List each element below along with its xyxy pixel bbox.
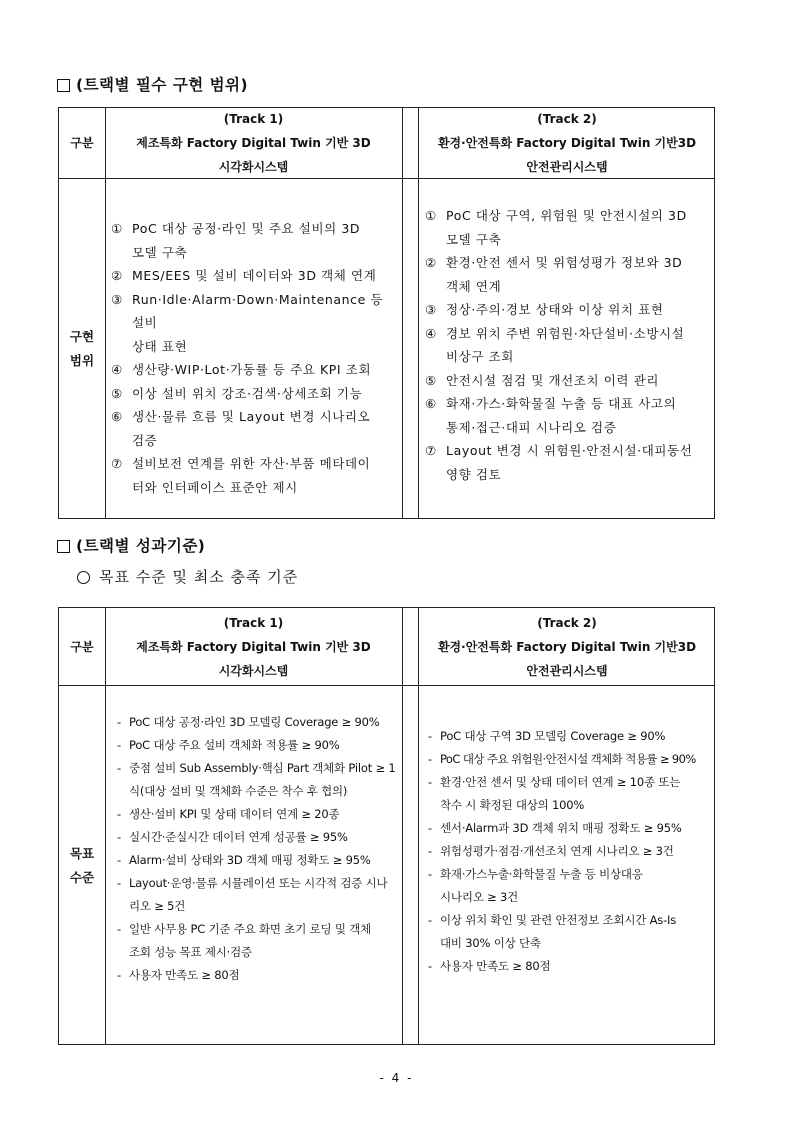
list-item: ⑥ 화재·가스·화학물질 누출 등 대표 사고의 통제·접근·대피 시나리오 검증 — [425, 396, 677, 435]
page-number: - 4 - — [379, 1071, 414, 1085]
track2-criteria-list — [428, 725, 712, 978]
list-item: ② 환경·안전 센서 및 위험성평가 정보와 3D 객체 연계 — [425, 255, 683, 294]
list-item: ③ 정상·주의·경보 상태와 이상 위치 표현 — [425, 302, 664, 317]
list-item: ④ 경보 위치 주변 위험원·차단설비·소방시설 비상구 조회 — [425, 325, 685, 364]
list-item: ⑤ 안전시설 점검 및 개선조치 이력 관리 — [425, 372, 659, 388]
list-item: - Layout·운영·물류 시뮬레이션 또는 시각적 검증 시나 리오 ≥ 5건 — [117, 876, 388, 913]
track2-header: (Track 2) 환경·안전특화 Factory Digital Twin 기반3D 안전관리시스템 — [437, 615, 697, 678]
list-item: - PoC 대상 구역 3D 모델링 Coverage ≥ 90% — [428, 729, 666, 743]
list-item: - 이상 위치 확인 및 관련 안전정보 조회시간 As-Is 대비 30% 이상 단축 — [428, 913, 677, 950]
criteria-heading: (트랙별 성과기준) — [57, 534, 205, 556]
checkbox-square-icon — [57, 79, 70, 92]
track1-scope-list — [111, 217, 399, 499]
track2-scope-list — [425, 204, 713, 486]
list-item: ① PoC 대상 구역, 위험원 및 안전시설의 3D 모델 구축 — [425, 208, 687, 247]
list-item: - 화재·가스누출·화학물질 누출 등 비상대응 시나리오 ≥ 3건 — [428, 867, 643, 904]
list-item: - 실시간·준실시간 데이터 연계 성공률 ≥ 95% — [117, 830, 348, 844]
list-item: - PoC 대상 주요 위험원·안전시설 객체화 적용률 ≥ 90% — [428, 752, 696, 766]
list-item: ⑦ Layout 변경 시 위험원·안전시설·대피동선 영향 검토 — [425, 443, 693, 482]
track2-header: (Track 2) 환경·안전특화 Factory Digital Twin 기반3D 안전관리시스템 — [437, 112, 697, 174]
list-item: ⑥ 생산·물류 흐름 및 Layout 변경 시나리오 검증 — [111, 409, 371, 448]
list-item: - 중점 설비 Sub Assembly·핵심 Part 객체화 Pilot ≥ 1 식(대상 설비 및 객체화 수준은 착수 후 협의) — [117, 761, 396, 798]
criteria-table — [58, 607, 715, 1045]
col-header-category: 구분 — [70, 136, 94, 150]
track1-header: (Track 1) 제조특화 Factory Digital Twin 기반 3D 시각화시스템 — [136, 112, 371, 174]
row-label-scope: 구현 범위 — [69, 329, 95, 368]
scope-heading: (트랙별 필수 구현 범위) — [57, 73, 248, 95]
list-item: ① PoC 대상 공정·라인 및 주요 설비의 3D 모델 구축 — [111, 221, 361, 260]
list-item: - 환경·안전 센서 및 상태 데이터 연계 ≥ 10종 또는 착수 시 확정된 대상의 100% — [428, 775, 681, 812]
list-item: - 일반 사무용 PC 기준 주요 화면 초기 로딩 및 객체 조회 성능 목표 제시·검증 — [117, 922, 372, 959]
list-item: ③ Run·Idle·Alarm·Down·Maintenance 등 설비 상태 표현 — [111, 291, 384, 354]
list-item: - Alarm·설비 상태와 3D 객체 매핑 정확도 ≥ 95% — [117, 853, 371, 867]
scope-table — [58, 107, 715, 519]
track1-criteria-list — [117, 711, 399, 987]
col-header-category: 구분 — [70, 639, 94, 654]
track1-header: (Track 1) 제조특화 Factory Digital Twin 기반 3D 시각화시스템 — [136, 615, 371, 678]
list-item: ④ 생산량·WIP·Lot·가동률 등 주요 KPI 조회 — [111, 362, 372, 377]
list-item: ⑦ 설비보전 연계를 위한 자산·부품 메타데이 터와 인터페이스 표준안 제시 — [111, 456, 371, 495]
list-item: ⑤ 이상 설비 위치 강조·검색·상세조회 기능 — [111, 385, 363, 401]
list-item: - 생산·설비 KPI 및 상태 데이터 연계 ≥ 20종 — [117, 807, 340, 821]
list-item: - 위험성평가·점검·개선조치 연계 시나리오 ≥ 3건 — [428, 844, 674, 858]
list-item: - 센서·Alarm과 3D 객체 위치 매핑 정확도 ≥ 95% — [428, 821, 682, 835]
row-label-target: 목표 수준 — [69, 845, 95, 885]
circle-bullet-icon — [77, 571, 90, 584]
list-item: - 사용자 만족도 ≥ 80점 — [117, 968, 240, 982]
criteria-subheading: 목표 수준 및 최소 충족 기준 — [77, 566, 298, 587]
list-item: - 사용자 만족도 ≥ 80점 — [428, 959, 551, 973]
list-item: ② MES/EES 및 설비 데이터와 3D 객체 연계 — [111, 268, 377, 283]
checkbox-square-icon — [57, 540, 70, 553]
list-item: - PoC 대상 공정·라인 3D 모델링 Coverage ≥ 90% — [117, 715, 380, 729]
list-item: - PoC 대상 주요 설비 객체화 적용률 ≥ 90% — [117, 738, 340, 752]
